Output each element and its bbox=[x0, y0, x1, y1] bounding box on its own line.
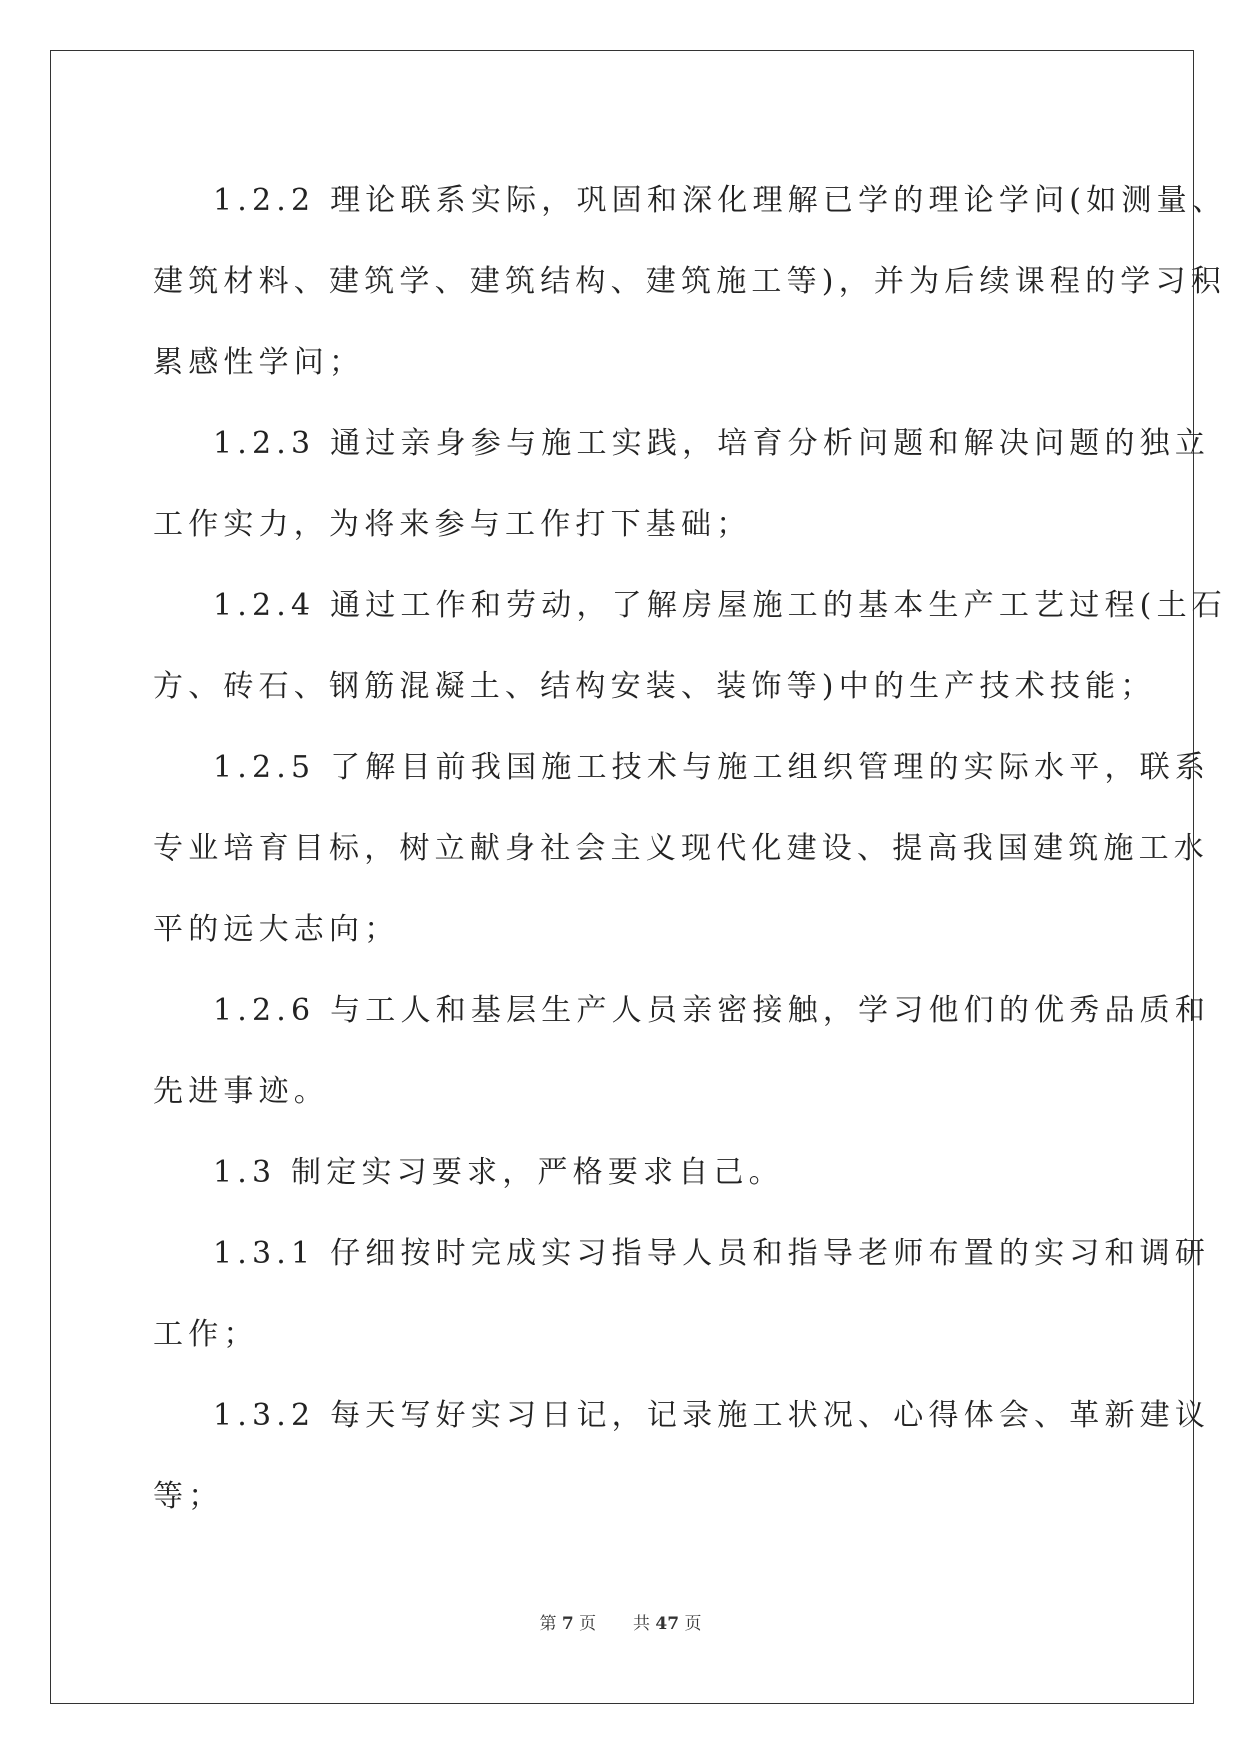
page-suffix: 页 bbox=[579, 1614, 597, 1634]
paragraph-1-3-2-line-2: 等； bbox=[153, 1479, 224, 1514]
page-footer bbox=[0, 1609, 1241, 1634]
total-page-count: 47 bbox=[655, 1614, 680, 1634]
paragraph-1-2-2-line-2: 建筑材料、建筑学、建筑结构、建筑施工等)，并为后续课程的学习积 bbox=[153, 264, 1226, 299]
paragraph-1-2-2-line-1: 1.2.2 理论联系实际，巩固和深化理解已学的理论学问(如测量、 bbox=[213, 183, 1227, 218]
paragraph-1-2-6-line-2: 先进事迹。 bbox=[153, 1074, 329, 1109]
paragraph-1-2-4-line-1: 1.2.4 通过工作和劳动，了解房屋施工的基本生产工艺过程(土石 bbox=[213, 588, 1227, 623]
paragraph-1-2-3-line-2: 工作实力，为将来参与工作打下基础； bbox=[153, 507, 752, 542]
total-prefix: 共 bbox=[632, 1614, 650, 1634]
paragraph-1-2-3-line-1: 1.2.3 通过亲身参与施工实践，培育分析问题和解决问题的独立 bbox=[213, 426, 1211, 461]
paragraph-1-2-4-line-2: 方、砖石、钢筋混凝土、结构安装、装饰等)中的生产技术技能； bbox=[153, 669, 1156, 704]
document-body bbox=[153, 160, 1227, 1537]
paragraph-1-3-2-line-1: 1.3.2 每天写好实习日记，记录施工状况、心得体会、革新建议 bbox=[213, 1398, 1211, 1433]
current-page-number: 7 bbox=[561, 1614, 574, 1634]
paragraph-1-2-5-line-3: 平的远大志向； bbox=[153, 912, 400, 947]
paragraph-1-3-1-line-1: 1.3.1 仔细按时完成实习指导人员和指导老师布置的实习和调研 bbox=[213, 1236, 1211, 1271]
paragraph-1-2-5-line-1: 1.2.5 了解目前我国施工技术与施工组织管理的实际水平，联系 bbox=[213, 750, 1211, 785]
total-suffix: 页 bbox=[684, 1614, 702, 1634]
paragraph-1-3-1-line-2: 工作； bbox=[153, 1317, 259, 1352]
page-prefix: 第 bbox=[539, 1614, 557, 1634]
paragraph-1-3-line-1: 1.3 制定实习要求，严格要求自己。 bbox=[213, 1155, 784, 1190]
paragraph-1-2-5-line-2: 专业培育目标，树立献身社会主义现代化建设、提高我国建筑施工水 bbox=[153, 831, 1209, 866]
paragraph-1-2-6-line-1: 1.2.6 与工人和基层生产人员亲密接触，学习他们的优秀品质和 bbox=[213, 993, 1211, 1028]
paragraph-1-2-2-line-3: 累感性学问； bbox=[153, 345, 365, 380]
